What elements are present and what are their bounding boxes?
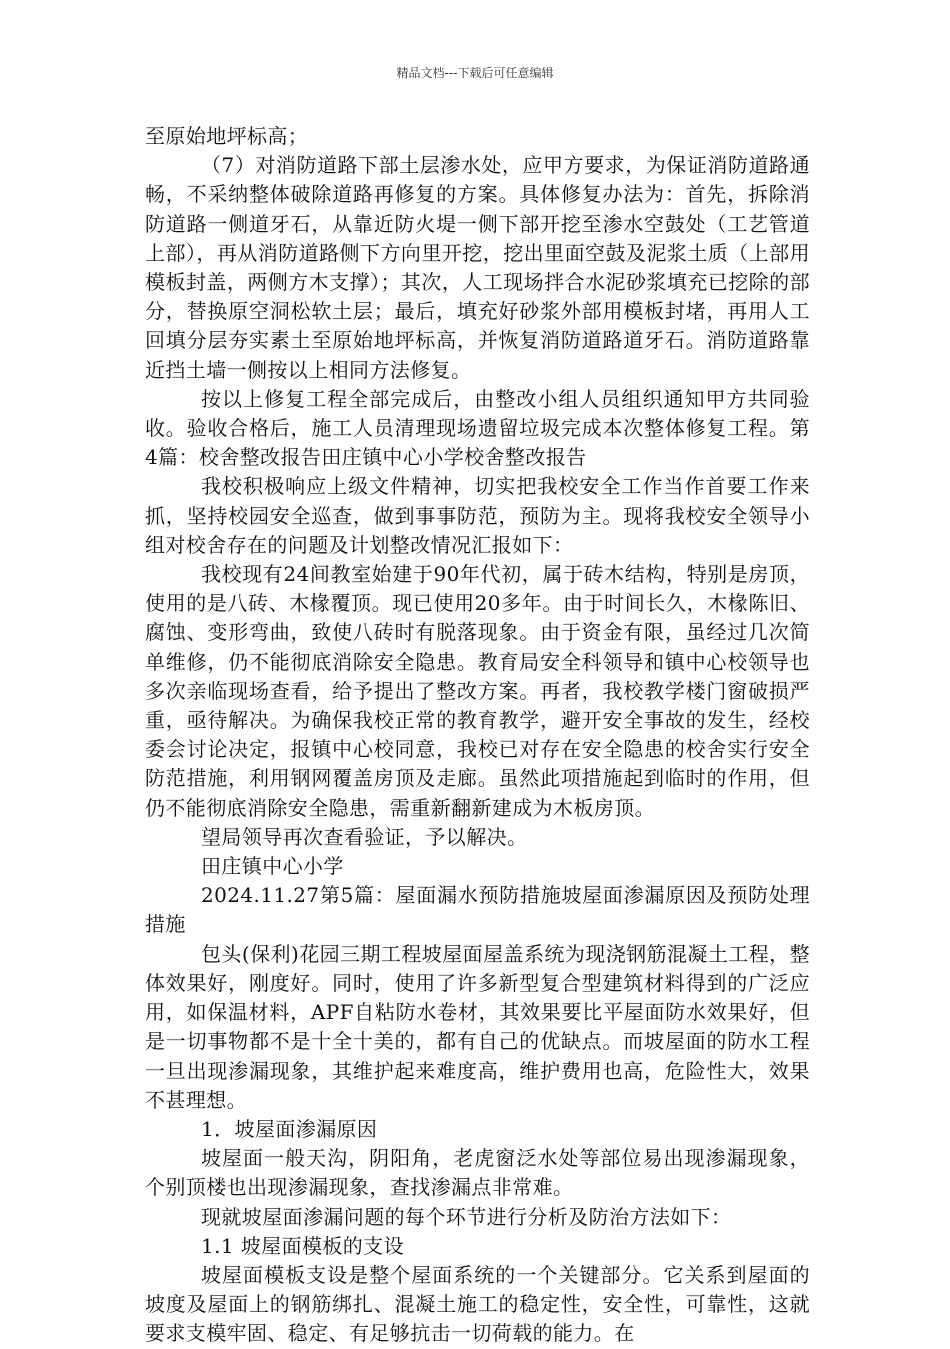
paragraph: 按以上修复工程全部完成后，由整改小组人员组织通知甲方共同验收。验收合格后，施工人员清理现场遗留垃圾完成本次整体修复工程。第4篇：校舍整改报告田庄镇中心小学校舍整改报告 [145, 386, 810, 470]
paragraph: 我校现有24间教室始建于90年代初，属于砖木结构，特别是房顶，使用的是八砖、木椽覆顶。现已使用20多年。由于时间长久，木椽陈旧、腐蚀、变形弯曲，致使八砖时有脱落现象。由于资金有限，虽经过几次简单维修，仍不能彻底消除安全隐患。教育局安全科领导和镇中心校领导也多次亲临现场查看，给予提出了整改方案。再者，我校教学楼门窗破损严重，亟待解决。为确保我校正常的教育教学，避开安全事故的发生，经校委会讨论决定，报镇中心校同意，我校已对存在安全隐患的校舍实行安全防范措施，利用钢网覆盖房顶及走廊。虽然此项措施起到临时的作用，但仍不能彻底消除安全隐患，需重新翻新建成为木板房顶。 [145, 562, 810, 820]
paragraph: 1．坡屋面渗漏原因 [201, 1116, 378, 1141]
paragraph: 望局领导再次查看验证，予以解决。 [201, 824, 528, 849]
paragraph: 田庄镇中心小学 [201, 854, 344, 879]
paragraph: 2024.11.27第5篇：屋面漏水预防措施坡屋面渗漏原因及预防处理措施 [145, 883, 810, 937]
paragraph: 现就坡屋面渗漏问题的每个环节进行分析及防治方法如下： [201, 1204, 732, 1229]
paragraph: 我校积极响应上级文件精神，切实把我校安全工作当作首要工作来抓，坚持校园安全巡查，做到事事防范，预防为主。现将我校安全领导小组对校舍存在的问题及计划整改情况汇报如下： [145, 474, 810, 557]
paragraph: 坡屋面一般天沟，阴阳角，老虎窗泛水处等部位易出现渗漏现象，个别顶楼也出现渗漏现象，查找渗漏点非常难。 [145, 1146, 810, 1200]
document-body [145, 122, 810, 1349]
paragraph: （7）对消防道路下部土层渗水处，应甲方要求，为保证消防道路通畅，不采纳整体破除道路再修复的方案。具体修复办法为：首先，拆除消防道路一侧道牙石，从靠近防火堤一侧下部开挖至渗水空鼓处（工艺管道上部），再从消防道路侧下方向里开挖，挖出里面空鼓及泥浆土质（上部用模板封盖，两侧方木支撑）；其次，人工现场拌合水泥砂浆填充已挖除的部分，替换原空洞松软土层；最后，填充好砂浆外部用模板封堵，再用人工回填分层夯实素土至原始地坪标高，并恢复消防道路道牙石。消防道路靠近挡土墙一侧按以上相同方法修复。 [145, 153, 810, 382]
page-header: 精品文档---下载后可任意编辑 [396, 66, 554, 80]
paragraph: 坡屋面模板支设是整个屋面系统的一个关键部分。它关系到屋面的坡度及屋面上的钢筋绑扎、混凝土施工的稳定性，安全性，可靠性，这就要求支模牢固、稳定、有足够抗击一切荷载的能力。在 [145, 1262, 810, 1346]
paragraph: 包头(保利)花园三期工程坡屋面屋盖系统为现浇钢筋混凝土工程，整体效果好，刚度好。同时，使用了许多新型复合型建筑材料得到的广泛应用，如保温材料，APF自粘防水卷材，其效果要比平屋面防水效果好，但是一切事物都不是十全十美的，都有自己的优缺点。而坡屋面的防水工程一旦出现渗漏现象，其维护起来难度高，维护费用也高，危险性大，效果不甚理想。 [145, 941, 810, 1112]
paragraph: 1.1 坡屋面模板的支设 [201, 1233, 404, 1258]
paragraph: 至原始地坪标高； [145, 124, 309, 148]
